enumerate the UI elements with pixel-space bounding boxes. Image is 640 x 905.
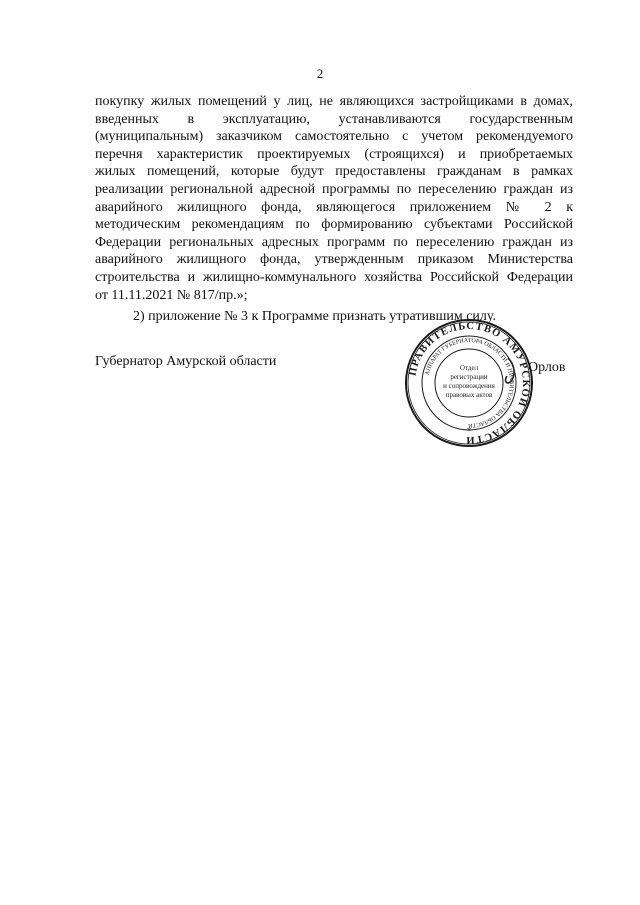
paragraph-line: аварийного жилищного фонда, утвержденным приказом Министерства — [95, 252, 573, 268]
signer-title: Губернатор Амурской области — [95, 354, 277, 369]
paragraph-line: от 11.11.2021 № 817/пр.»; — [95, 287, 248, 303]
paragraph-line: аварийного жилищного фонда, являющегося приложением № 2 к — [95, 199, 573, 215]
paragraph-line: (муниципальным) заказчиком самостоятельно с учетом рекомендуемого — [95, 129, 573, 145]
paragraph-line: строительства и жилищно-коммунального хозяйства Российской Федерации — [95, 269, 573, 285]
paragraph-line: методическим рекомендациям по формированию субъектами Российской — [95, 217, 573, 233]
signer-name: Орлов — [528, 360, 566, 375]
seal-star: * — [466, 426, 472, 436]
seal-center-line: Отдел — [459, 364, 479, 372]
paragraph-line: реализации региональной адресной программы по переселению граждан из — [95, 181, 573, 197]
seal-center-line: и сопровождения — [443, 382, 495, 390]
list-item-2: 2) приложение № 3 к Программе признать утратившим силу. — [133, 309, 496, 325]
paragraph-line: жилых помещений, которые будут предоставлены гражданам в рамках — [95, 164, 573, 180]
page-number: 2 — [316, 66, 324, 81]
seal-center-line: регистрации — [450, 373, 488, 381]
official-seal — [404, 318, 534, 448]
paragraph-line: покупку жилых помещений у лиц, не являющихся застройщиками в домах, — [95, 94, 573, 109]
paragraph-line: введенных в эксплуатацию, устанавливаются государственным — [95, 111, 573, 127]
seal-center-line: правовых актов — [445, 391, 493, 399]
paragraph-line: перечня характеристик проектируемых (строящихся) и приобретаемых — [95, 146, 573, 162]
document-body — [95, 93, 573, 326]
seal-inner-text: АППАРАТ ГУБЕРНАТОРА ОБЛАСТИ И ПРАВИТЕЛЬСТВА ОБЛАСТИ — [424, 337, 515, 429]
seal-outer-text: ПРАВИТЕЛЬСТВО АМУРСКОЙ ОБЛАСТИ — [407, 320, 532, 446]
paragraph-line: Федерации региональных адресных программ по переселению граждан из — [95, 234, 573, 250]
